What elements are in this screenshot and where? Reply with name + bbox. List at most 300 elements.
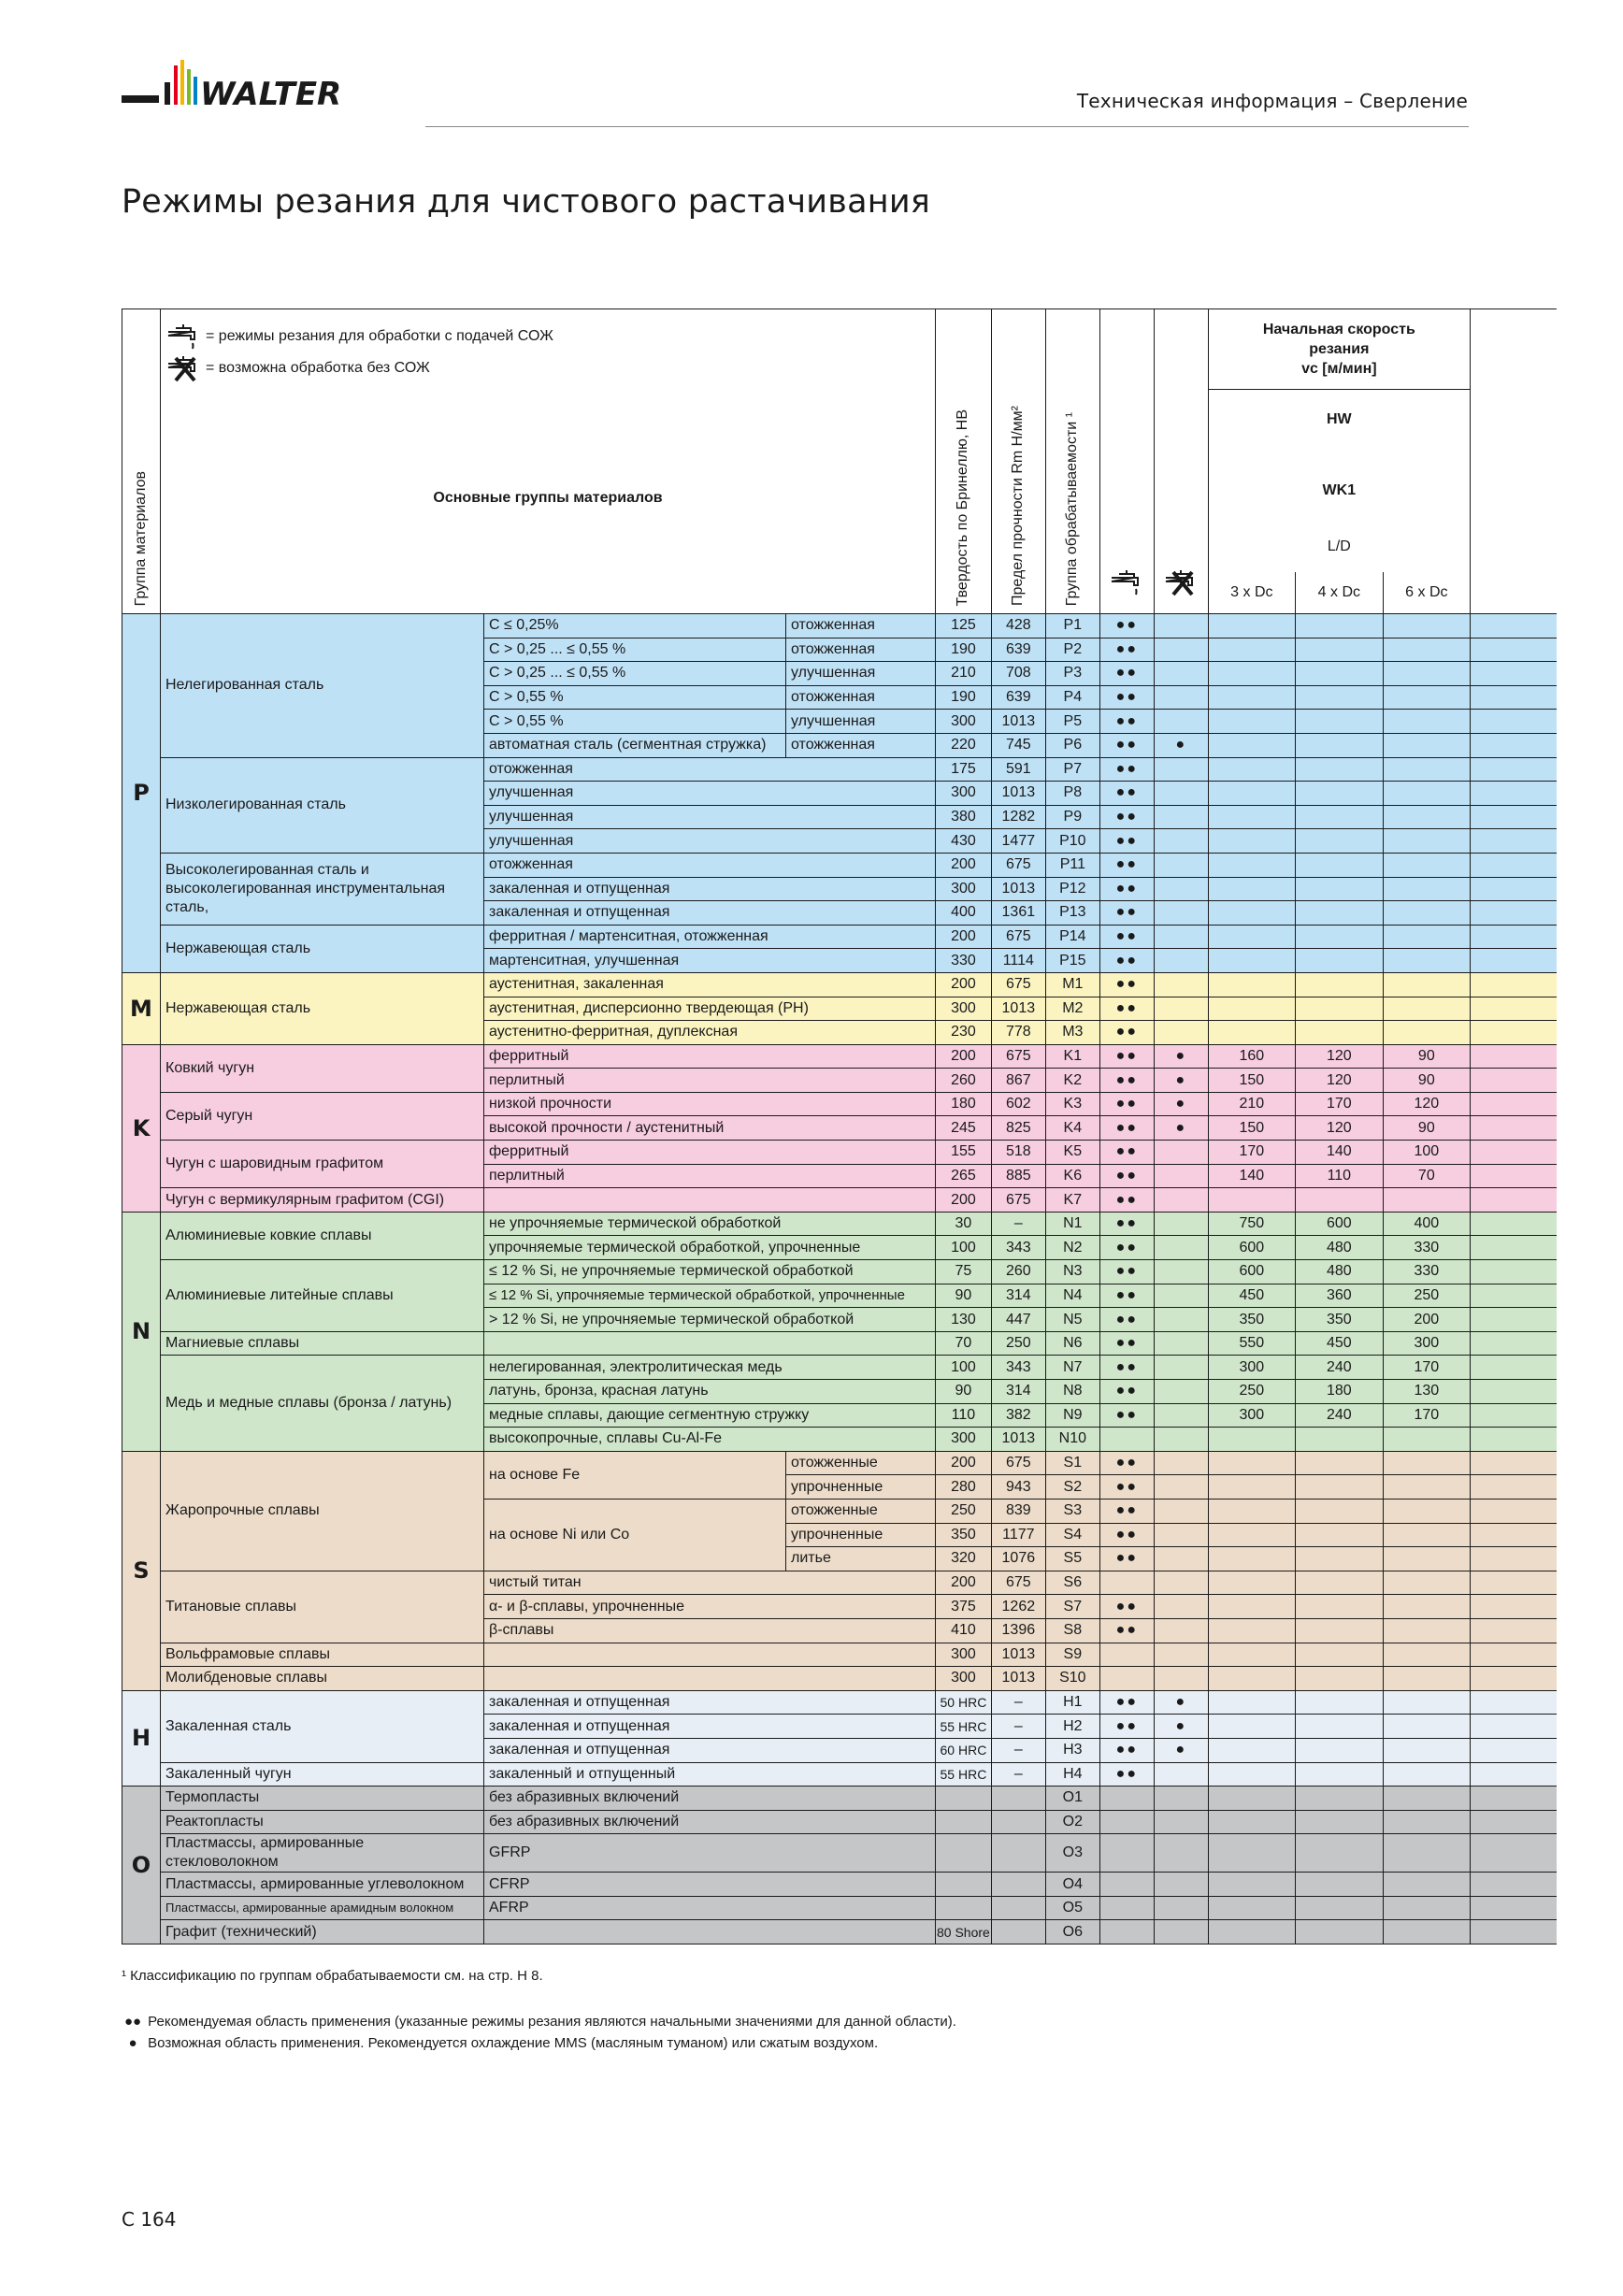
material-group: Чугун с вермикулярным графитом (CGI) <box>161 1188 484 1213</box>
machinability-group: K7 <box>1045 1188 1099 1213</box>
material-detail: аустенитно-ферритная, дуплексная <box>484 1021 936 1045</box>
speed-4xdc <box>1295 1451 1383 1475</box>
extra-cell <box>1470 1069 1557 1093</box>
machinability-group: P14 <box>1045 925 1099 949</box>
machinability-group: P3 <box>1045 662 1099 686</box>
table-row <box>122 1834 1558 1873</box>
speed-6xdc <box>1383 1643 1470 1667</box>
extra-cell <box>1470 1308 1557 1332</box>
tensile-strength: 1114 <box>991 949 1045 973</box>
coolant-recommendation: ●● <box>1099 1141 1154 1165</box>
speed-6xdc <box>1383 1667 1470 1691</box>
coolant-recommendation: ●● <box>1099 1762 1154 1787</box>
no-coolant-icon <box>166 354 200 382</box>
dry-recommendation: ● <box>1154 1690 1208 1715</box>
speed-6xdc <box>1383 877 1470 901</box>
speed-6xdc: 200 <box>1383 1308 1470 1332</box>
extra-cell <box>1470 1690 1557 1715</box>
coolant-recommendation: ●● <box>1099 805 1154 829</box>
speed-6xdc: 250 <box>1383 1284 1470 1308</box>
no-coolant-icon <box>1162 568 1199 596</box>
coolant-recommendation: ●● <box>1099 1069 1154 1093</box>
dry-recommendation: ● <box>1154 1116 1208 1141</box>
tensile-strength: 675 <box>991 1188 1045 1213</box>
table-row <box>122 1810 1558 1834</box>
speed-4xdc <box>1295 829 1383 854</box>
extra-cell <box>1470 1141 1557 1165</box>
speed-6xdc <box>1383 1428 1470 1452</box>
material-group: Жаропрочные сплавы <box>161 1451 484 1571</box>
material-detail: автоматная сталь (сегментная стружка) <box>484 733 786 757</box>
coolant-recommendation: ●● <box>1099 1715 1154 1739</box>
hardness: 400 <box>936 901 992 926</box>
machinability-group: S6 <box>1045 1571 1099 1595</box>
extra-cell <box>1470 1523 1557 1547</box>
speed-4xdc <box>1295 614 1383 639</box>
coolant-recommendation: ●● <box>1099 1092 1154 1116</box>
extra-cell <box>1470 1116 1557 1141</box>
material-detail: высокой прочности / аустенитный <box>484 1116 936 1141</box>
speed-4xdc <box>1295 1188 1383 1213</box>
hardness: 220 <box>936 733 992 757</box>
coolant-recommendation: ●● <box>1099 972 1154 997</box>
speed-3xdc <box>1208 1618 1295 1643</box>
machinability-group: O4 <box>1045 1873 1099 1897</box>
speed-4xdc <box>1295 1475 1383 1500</box>
dry-recommendation: ● <box>1154 1044 1208 1069</box>
coolant-recommendation: ●● <box>1099 1523 1154 1547</box>
material-detail: ферритный <box>484 1044 936 1069</box>
dry-recommendation <box>1154 1164 1208 1188</box>
page-title: Режимы резания для чистового растачивания <box>122 183 931 221</box>
speed-6xdc <box>1383 1834 1470 1873</box>
ld-6xdc: 6 x Dc <box>1383 572 1470 614</box>
coolant-recommendation: ●● <box>1099 1188 1154 1213</box>
hardness: 190 <box>936 638 992 662</box>
material-base: на основе Ni или Co <box>484 1499 786 1571</box>
hardness: 200 <box>936 1044 992 1069</box>
material-group: Реактопласты <box>161 1810 484 1834</box>
extra-cell <box>1470 1738 1557 1762</box>
speed-4xdc: 600 <box>1295 1212 1383 1236</box>
speed-3xdc <box>1208 805 1295 829</box>
tensile-strength: 675 <box>991 1451 1045 1475</box>
machinability-group: H1 <box>1045 1690 1099 1715</box>
coolant-recommendation <box>1099 1896 1154 1920</box>
col-group: Группа материалов <box>122 309 161 614</box>
tensile-strength: 675 <box>991 972 1045 997</box>
header-divider <box>425 126 1469 127</box>
machinability-group: N4 <box>1045 1284 1099 1308</box>
tensile-strength <box>991 1787 1045 1811</box>
speed-6xdc <box>1383 757 1470 782</box>
speed-3xdc: 140 <box>1208 1164 1295 1188</box>
extra-cell <box>1470 1618 1557 1643</box>
speed-4xdc <box>1295 997 1383 1021</box>
tensile-strength: 314 <box>991 1284 1045 1308</box>
dry-recommendation <box>1154 782 1208 806</box>
speed-6xdc <box>1383 1762 1470 1787</box>
table-row <box>122 1044 1558 1069</box>
material-base: на основе Fe <box>484 1451 786 1499</box>
hardness: 350 <box>936 1523 992 1547</box>
hardness: 75 <box>936 1260 992 1284</box>
extra-cell <box>1470 1810 1557 1834</box>
dry-recommendation <box>1154 1873 1208 1897</box>
material-detail: улучшенная <box>484 829 936 854</box>
speed-4xdc <box>1295 925 1383 949</box>
material-detail: перлитный <box>484 1164 936 1188</box>
speed-6xdc <box>1383 925 1470 949</box>
hardness: 200 <box>936 1188 992 1213</box>
material-group: Закаленный чугун <box>161 1762 484 1787</box>
tensile-strength: 1013 <box>991 710 1045 734</box>
coolant-recommendation <box>1099 1643 1154 1667</box>
dry-recommendation <box>1154 662 1208 686</box>
material-detail: закаленная и отпущенная <box>484 1715 936 1739</box>
speed-3xdc <box>1208 829 1295 854</box>
tensile-strength: 639 <box>991 638 1045 662</box>
tensile-strength: 839 <box>991 1499 1045 1523</box>
dry-recommendation <box>1154 972 1208 997</box>
dry-recommendation <box>1154 1284 1208 1308</box>
table-row <box>122 1212 1558 1236</box>
hardness: 80 Shore <box>936 1920 992 1944</box>
coolant-recommendation: ●● <box>1099 1356 1154 1380</box>
ld-4xdc: 4 x Dc <box>1295 572 1383 614</box>
speed-3xdc <box>1208 1595 1295 1619</box>
speed-6xdc <box>1383 662 1470 686</box>
speed-4xdc <box>1295 782 1383 806</box>
material-detail <box>484 1643 936 1667</box>
speed-4xdc: 120 <box>1295 1116 1383 1141</box>
speed-3xdc <box>1208 1499 1295 1523</box>
speed-4xdc <box>1295 1547 1383 1571</box>
coolant-recommendation: ●● <box>1099 710 1154 734</box>
machinability-group: N8 <box>1045 1380 1099 1404</box>
tensile-strength: 675 <box>991 1571 1045 1595</box>
machinability-group: O5 <box>1045 1896 1099 1920</box>
material-detail: C > 0,25 ... ≤ 0,55 % <box>484 662 786 686</box>
speed-4xdc: 120 <box>1295 1044 1383 1069</box>
machinability-group: P5 <box>1045 710 1099 734</box>
speed-6xdc <box>1383 1499 1470 1523</box>
dry-recommendation <box>1154 1762 1208 1787</box>
coolant-tap-icon <box>1108 568 1145 596</box>
material-detail: отожженная <box>484 853 936 877</box>
extra-cell <box>1470 1643 1557 1667</box>
material-group: Термопласты <box>161 1787 484 1811</box>
table-row <box>122 1092 1558 1116</box>
material-condition: отожженная <box>786 614 936 639</box>
tensile-strength: 518 <box>991 1141 1045 1165</box>
material-detail: аустенитная, дисперсионно твердеющая (PH) <box>484 997 936 1021</box>
speed-3xdc <box>1208 1547 1295 1571</box>
hardness <box>936 1787 992 1811</box>
machinability-group: H3 <box>1045 1738 1099 1762</box>
machinability-group: P8 <box>1045 782 1099 806</box>
machinability-group: P11 <box>1045 853 1099 877</box>
dry-recommendation <box>1154 1331 1208 1356</box>
legend-dry: = возможна обработка без СОЖ <box>166 352 929 384</box>
speed-3xdc <box>1208 1810 1295 1834</box>
table-row <box>122 1690 1558 1715</box>
hardness: 300 <box>936 877 992 901</box>
dry-recommendation <box>1154 1475 1208 1500</box>
machinability-group: P15 <box>1045 949 1099 973</box>
extra-cell <box>1470 1356 1557 1380</box>
tensile-strength: – <box>991 1738 1045 1762</box>
speed-4xdc: 180 <box>1295 1380 1383 1404</box>
coolant-recommendation: ●● <box>1099 853 1154 877</box>
extra-cell <box>1470 877 1557 901</box>
speed-4xdc <box>1295 757 1383 782</box>
speed-3xdc: 150 <box>1208 1069 1295 1093</box>
extra-cell <box>1470 1920 1557 1944</box>
speed-3xdc <box>1208 1451 1295 1475</box>
table-row <box>122 1356 1558 1380</box>
machinability-group: K6 <box>1045 1164 1099 1188</box>
material-group: Магниевые сплавы <box>161 1331 484 1356</box>
tensile-strength: 591 <box>991 757 1045 782</box>
hardness: 300 <box>936 710 992 734</box>
tensile-strength: 639 <box>991 685 1045 710</box>
tensile-strength: 885 <box>991 1164 1045 1188</box>
material-detail: ферритный <box>484 1141 936 1165</box>
table-row <box>122 1643 1558 1667</box>
tensile-strength: 675 <box>991 853 1045 877</box>
material-condition: отожженные <box>786 1499 936 1523</box>
hardness: 230 <box>936 1021 992 1045</box>
dry-recommendation <box>1154 614 1208 639</box>
table-row <box>122 1188 1558 1213</box>
dry-recommendation: ● <box>1154 733 1208 757</box>
dry-recommendation <box>1154 1403 1208 1428</box>
group-letter-o: O <box>122 1787 161 1944</box>
machinability-group: O2 <box>1045 1810 1099 1834</box>
note-possible: ● Возможная область применения. Рекомендуется охлаждение MMS (масляным туманом) или сжатым воздухом. <box>128 2035 879 2051</box>
material-group: Пластмассы, армированные стекловолокном <box>161 1834 484 1873</box>
col-strength: Предел прочности Rm Н/мм² <box>991 309 1045 614</box>
material-group: Чугун с шаровидным графитом <box>161 1141 484 1188</box>
coolant-recommendation: ●● <box>1099 829 1154 854</box>
material-detail: закаленная и отпущенная <box>484 1690 936 1715</box>
coolant-recommendation: ●● <box>1099 614 1154 639</box>
tensile-strength: 1177 <box>991 1523 1045 1547</box>
speed-6xdc <box>1383 1690 1470 1715</box>
dry-recommendation: ● <box>1154 1715 1208 1739</box>
extra-cell <box>1470 1212 1557 1236</box>
dry-recommendation <box>1154 805 1208 829</box>
speed-3xdc <box>1208 1690 1295 1715</box>
speed-6xdc: 90 <box>1383 1044 1470 1069</box>
speed-6xdc <box>1383 1021 1470 1045</box>
table-row <box>122 1762 1558 1787</box>
ld-3xdc: 3 x Dc <box>1208 572 1295 614</box>
speed-6xdc: 170 <box>1383 1356 1470 1380</box>
dry-recommendation <box>1154 829 1208 854</box>
machinability-group: P6 <box>1045 733 1099 757</box>
hardness: 300 <box>936 1643 992 1667</box>
speed-3xdc <box>1208 1667 1295 1691</box>
speed-4xdc: 240 <box>1295 1356 1383 1380</box>
speed-6xdc: 90 <box>1383 1116 1470 1141</box>
dry-recommendation <box>1154 1667 1208 1691</box>
material-group: Нержавеющая сталь <box>161 972 484 1044</box>
tensile-strength: 1013 <box>991 782 1045 806</box>
coolant-recommendation: ●● <box>1099 877 1154 901</box>
hardness: 55 HRC <box>936 1762 992 1787</box>
material-condition: улучшенная <box>786 662 936 686</box>
speed-6xdc <box>1383 1523 1470 1547</box>
hardness: 330 <box>936 949 992 973</box>
coolant-recommendation: ●● <box>1099 1021 1154 1045</box>
speed-3xdc <box>1208 1834 1295 1873</box>
machinability-group: S10 <box>1045 1667 1099 1691</box>
material-detail: закаленный и отпущенный <box>484 1762 936 1787</box>
material-detail: отожженная <box>484 757 936 782</box>
col-extra <box>1470 309 1557 614</box>
hardness: 55 HRC <box>936 1715 992 1739</box>
material-group: Высоколегированная сталь и высоколегированная инструментальная сталь, <box>161 853 484 925</box>
speed-4xdc <box>1295 662 1383 686</box>
machinability-group: K1 <box>1045 1044 1099 1069</box>
material-group: Графит (технический) <box>161 1920 484 1944</box>
material-detail: высокопрочные, сплавы Cu-Al-Fe <box>484 1428 936 1452</box>
table-row <box>122 757 1558 782</box>
machinability-group: S5 <box>1045 1547 1099 1571</box>
material-detail: AFRP <box>484 1896 936 1920</box>
machinability-group: K2 <box>1045 1069 1099 1093</box>
hardness: 250 <box>936 1499 992 1523</box>
hardness: 320 <box>936 1547 992 1571</box>
speed-3xdc <box>1208 1523 1295 1547</box>
material-detail: C ≤ 0,25% <box>484 614 786 639</box>
speed-3xdc <box>1208 1715 1295 1739</box>
speed-3xdc: 250 <box>1208 1380 1295 1404</box>
material-condition: отожженная <box>786 733 936 757</box>
material-condition: упрочненные <box>786 1523 936 1547</box>
machinability-group: P12 <box>1045 877 1099 901</box>
table-row <box>122 1920 1558 1944</box>
coolant-recommendation: ●● <box>1099 757 1154 782</box>
speed-6xdc <box>1383 1896 1470 1920</box>
material-detail: упрочняемые термической обработкой, упрочненные <box>484 1236 936 1260</box>
dry-recommendation <box>1154 1380 1208 1404</box>
extra-cell <box>1470 1021 1557 1045</box>
material-detail: медные сплавы, дающие сегментную стружку <box>484 1403 936 1428</box>
machinability-group: M3 <box>1045 1021 1099 1045</box>
dry-recommendation <box>1154 949 1208 973</box>
coolant-recommendation <box>1099 1571 1154 1595</box>
coolant-recommendation <box>1099 1787 1154 1811</box>
dry-recommendation <box>1154 1547 1208 1571</box>
speed-4xdc: 350 <box>1295 1308 1383 1332</box>
speed-6xdc: 330 <box>1383 1260 1470 1284</box>
hardness: 155 <box>936 1141 992 1165</box>
tensile-strength: – <box>991 1690 1045 1715</box>
hardness: 180 <box>936 1092 992 1116</box>
speed-6xdc: 100 <box>1383 1141 1470 1165</box>
speed-4xdc <box>1295 949 1383 973</box>
material-detail: латунь, бронза, красная латунь <box>484 1380 936 1404</box>
material-group: Нелегированная сталь <box>161 614 484 758</box>
col-hardness: Твердость по Бринеллю, HB <box>936 309 992 614</box>
tensile-strength: 825 <box>991 1116 1045 1141</box>
dry-recommendation <box>1154 1920 1208 1944</box>
speed-6xdc <box>1383 638 1470 662</box>
speed-4xdc <box>1295 1787 1383 1811</box>
speed-4xdc <box>1295 1667 1383 1691</box>
dry-recommendation <box>1154 1896 1208 1920</box>
tensile-strength: 675 <box>991 1044 1045 1069</box>
extra-cell <box>1470 1428 1557 1452</box>
tensile-strength <box>991 1873 1045 1897</box>
dry-recommendation <box>1154 638 1208 662</box>
speed-4xdc <box>1295 733 1383 757</box>
col-dry <box>1154 309 1208 614</box>
speed-4xdc: 450 <box>1295 1331 1383 1356</box>
speed-3xdc <box>1208 1188 1295 1213</box>
machinability-group: S4 <box>1045 1523 1099 1547</box>
speed-3xdc <box>1208 877 1295 901</box>
coolant-recommendation: ●● <box>1099 901 1154 926</box>
speed-3xdc <box>1208 782 1295 806</box>
dry-recommendation <box>1154 1787 1208 1811</box>
hardness: 300 <box>936 1428 992 1452</box>
extra-cell <box>1470 1380 1557 1404</box>
speed-6xdc <box>1383 1451 1470 1475</box>
speed-6xdc <box>1383 1873 1470 1897</box>
extra-cell <box>1470 997 1557 1021</box>
extra-cell <box>1470 1834 1557 1873</box>
group-letter-k: K <box>122 1044 161 1212</box>
material-group: Молибденовые сплавы <box>161 1667 484 1691</box>
dry-recommendation <box>1154 1021 1208 1045</box>
material-detail: > 12 % Si, не упрочняемые термической обработкой <box>484 1308 936 1332</box>
speed-3xdc: 550 <box>1208 1331 1295 1356</box>
tensile-strength: 1262 <box>991 1595 1045 1619</box>
machinability-group: N10 <box>1045 1428 1099 1452</box>
table-row <box>122 1667 1558 1691</box>
group-letter-n: N <box>122 1212 161 1451</box>
hardness: 410 <box>936 1618 992 1643</box>
speed-4xdc <box>1295 1499 1383 1523</box>
speed-3xdc <box>1208 662 1295 686</box>
tensile-strength: 778 <box>991 1021 1045 1045</box>
page-number: C 164 <box>122 2208 177 2231</box>
tensile-strength: 867 <box>991 1069 1045 1093</box>
speed-3xdc: 300 <box>1208 1356 1295 1380</box>
speed-4xdc <box>1295 1896 1383 1920</box>
machinability-group: M1 <box>1045 972 1099 997</box>
speed-3xdc: 170 <box>1208 1141 1295 1165</box>
table-row <box>122 1331 1558 1356</box>
speed-3xdc <box>1208 614 1295 639</box>
speed-6xdc <box>1383 1920 1470 1944</box>
machinability-group: P9 <box>1045 805 1099 829</box>
speed-4xdc <box>1295 685 1383 710</box>
extra-cell <box>1470 925 1557 949</box>
hardness: 245 <box>936 1116 992 1141</box>
speed-6xdc <box>1383 997 1470 1021</box>
machinability-group: N3 <box>1045 1260 1099 1284</box>
hardness: 380 <box>936 805 992 829</box>
dry-recommendation <box>1154 1236 1208 1260</box>
svg-text:WALTER: WALTER <box>200 76 342 113</box>
tensile-strength: 382 <box>991 1403 1045 1428</box>
extra-cell <box>1470 1475 1557 1500</box>
